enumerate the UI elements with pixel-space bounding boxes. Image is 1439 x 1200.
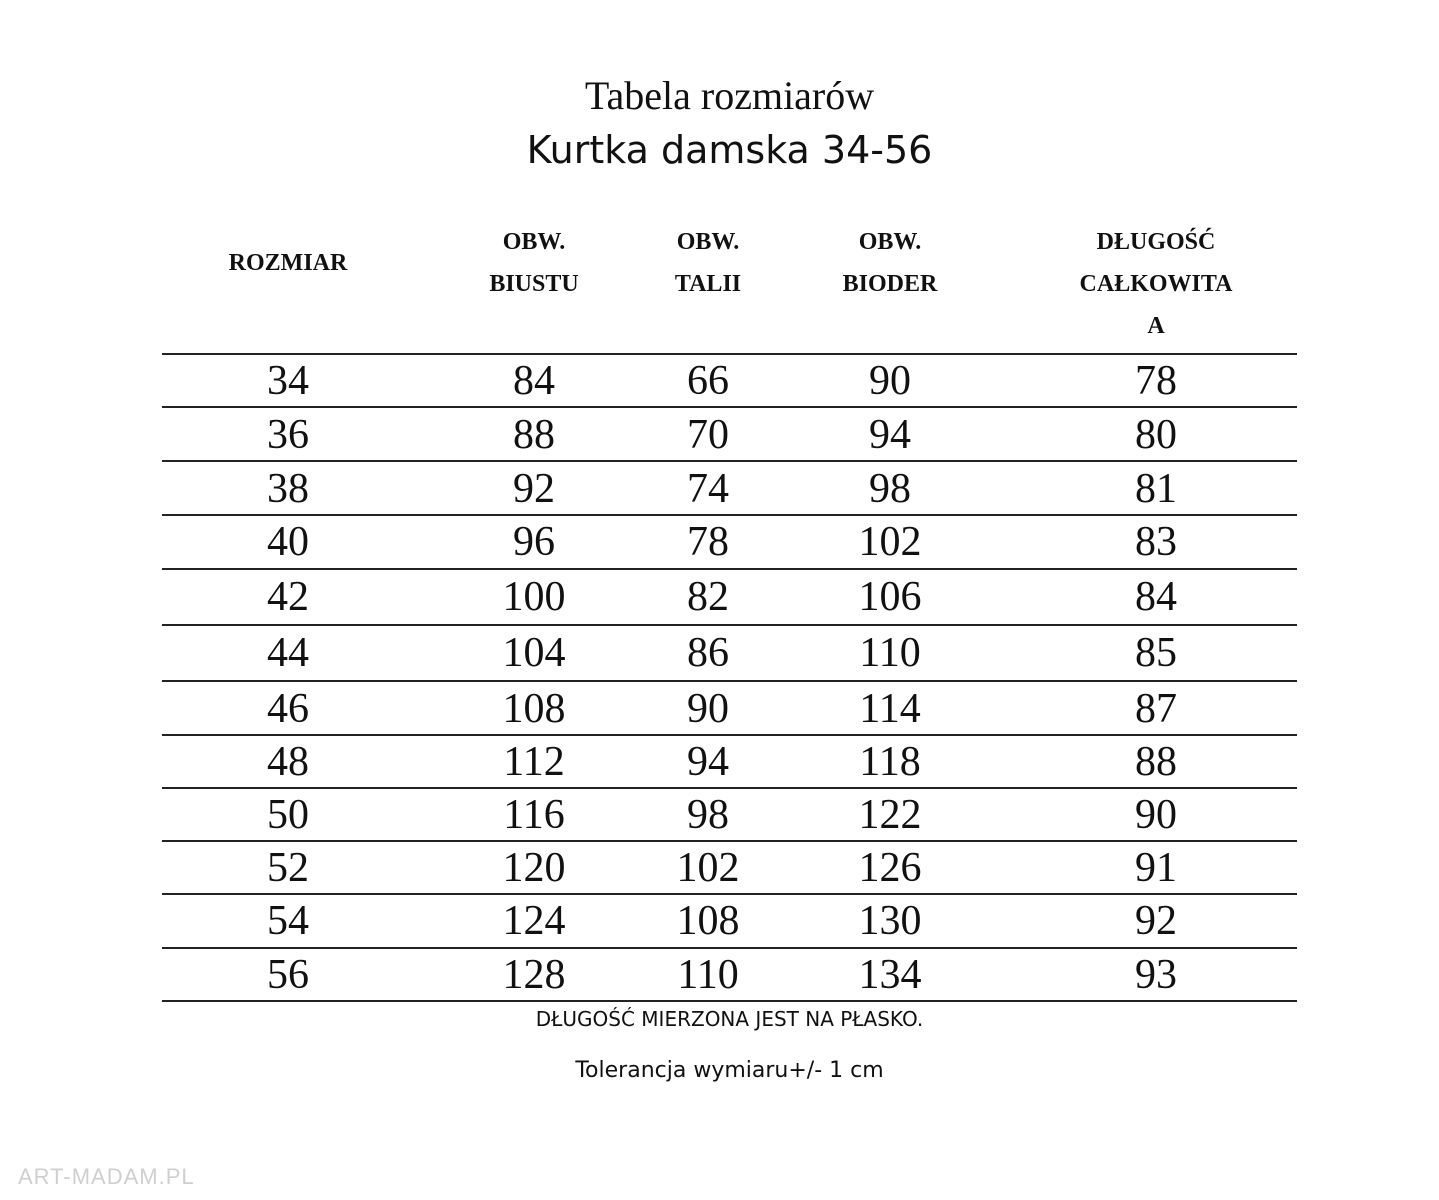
table-cell: 40 xyxy=(267,519,309,565)
table-cell: 44 xyxy=(267,630,309,676)
header-hips-line-2: BIODER xyxy=(842,271,938,297)
table-cell: 46 xyxy=(267,686,309,732)
table-cell: 98 xyxy=(869,466,911,512)
table-cell: 92 xyxy=(513,466,555,512)
table-cell: 86 xyxy=(687,630,729,676)
table-cell: 110 xyxy=(677,952,739,998)
table-cell: 112 xyxy=(503,739,565,785)
table-cell: 98 xyxy=(687,792,729,838)
table-cell: 80 xyxy=(1135,412,1177,458)
table-cell: 122 xyxy=(858,792,922,838)
tolerance-note: Tolerancja wymiaru+/- 1 cm xyxy=(575,1058,884,1083)
table-cell: 84 xyxy=(1135,574,1177,620)
header-bust-line-1: OBW. xyxy=(502,229,566,255)
table-cell: 34 xyxy=(267,358,309,404)
table-cell: 126 xyxy=(858,845,922,891)
table-cell: 128 xyxy=(502,952,566,998)
table-cell: 130 xyxy=(858,898,922,944)
table-cell: 81 xyxy=(1135,466,1177,512)
table-cell: 90 xyxy=(687,686,729,732)
table-cell: 52 xyxy=(267,845,309,891)
table-cell: 36 xyxy=(267,412,309,458)
table-cell: 91 xyxy=(1135,845,1177,891)
table-cell: 102 xyxy=(676,845,740,891)
header-hips xyxy=(780,221,1000,305)
table-cell: 87 xyxy=(1135,686,1177,732)
table-cell: 94 xyxy=(869,412,911,458)
header-length xyxy=(1046,221,1266,347)
table-cell: 70 xyxy=(687,412,729,458)
table-cell: 78 xyxy=(1135,358,1177,404)
header-bust-line-2: BIUSTU xyxy=(489,271,579,297)
table-cell: 118 xyxy=(859,739,921,785)
table-cell: 93 xyxy=(1135,952,1177,998)
measurement-note: DŁUGOŚĆ MIERZONA JEST NA PŁASKO. xyxy=(535,1007,924,1031)
table-cell: 124 xyxy=(502,898,566,944)
table-cell: 116 xyxy=(503,792,565,838)
header-length-line-1: DŁUGOŚĆ xyxy=(1096,229,1216,255)
table-cell: 85 xyxy=(1135,630,1177,676)
table-cell: 90 xyxy=(1135,792,1177,838)
watermark: ART-MADAM.PL xyxy=(18,1164,195,1189)
table-cell: 48 xyxy=(267,739,309,785)
table-cell: 134 xyxy=(858,952,922,998)
table-cell: 100 xyxy=(502,574,566,620)
table-cell: 66 xyxy=(687,358,729,404)
table-cell: 50 xyxy=(267,792,309,838)
table-cell: 104 xyxy=(502,630,566,676)
header-waist-line-1: OBW. xyxy=(676,229,740,255)
table-cell: 114 xyxy=(859,686,921,732)
header-length-line-2: CAŁKOWITA xyxy=(1079,271,1233,297)
table-cell: 56 xyxy=(267,952,309,998)
table-cell: 106 xyxy=(858,574,922,620)
header-size-label: ROZMIAR xyxy=(228,250,348,276)
table-cell: 38 xyxy=(267,466,309,512)
table-cell: 84 xyxy=(513,358,555,404)
table-cell: 96 xyxy=(513,519,555,565)
header-hips-line-1: OBW. xyxy=(858,229,922,255)
table-cell: 102 xyxy=(858,519,922,565)
table-cell: 90 xyxy=(869,358,911,404)
table-cell: 54 xyxy=(267,898,309,944)
table-cell: 108 xyxy=(502,686,566,732)
table-cell: 108 xyxy=(676,898,740,944)
table-cell: 110 xyxy=(859,630,921,676)
table-cell: 88 xyxy=(513,412,555,458)
table-cell: 88 xyxy=(1135,739,1177,785)
table-cell: 82 xyxy=(687,574,729,620)
table-cell: 42 xyxy=(267,574,309,620)
header-size xyxy=(178,242,398,284)
product-subtitle: Kurtka damska 34-56 xyxy=(526,128,933,172)
table-cell: 74 xyxy=(687,466,729,512)
header-waist-line-2: TALII xyxy=(674,271,742,297)
table-cell: 78 xyxy=(687,519,729,565)
header-length-line-3: A xyxy=(1147,313,1165,339)
table-cell: 120 xyxy=(502,845,566,891)
table-cell: 83 xyxy=(1135,519,1177,565)
page-title: Tabela rozmiarów xyxy=(584,73,875,118)
table-cell: 92 xyxy=(1135,898,1177,944)
table-cell: 94 xyxy=(687,739,729,785)
